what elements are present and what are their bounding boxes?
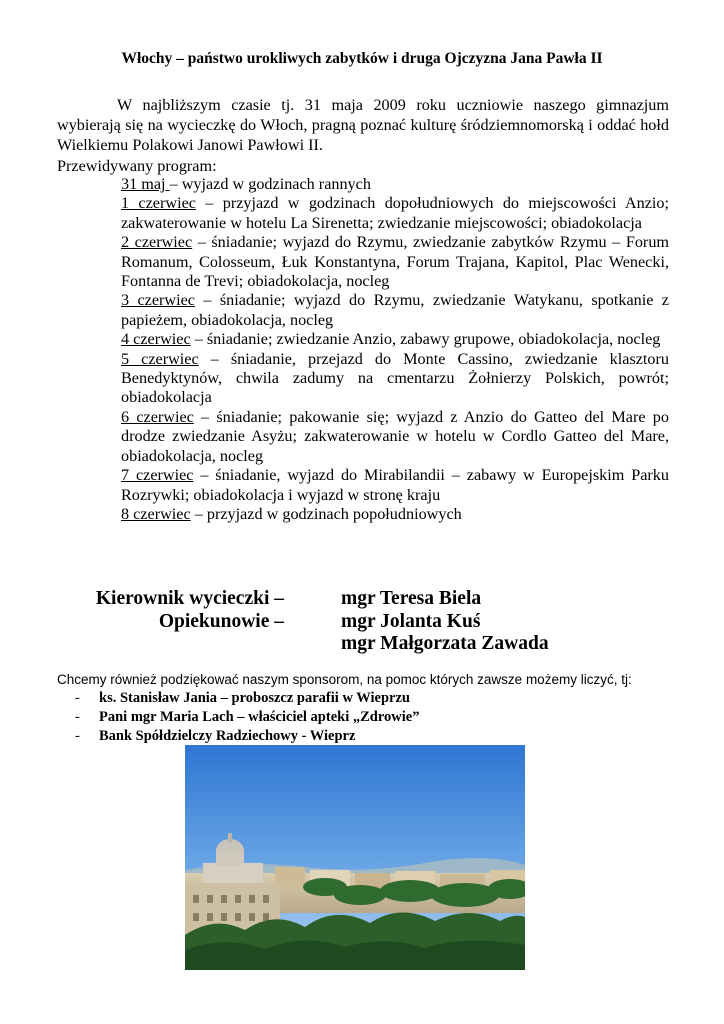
program-date: 6 czerwiec	[121, 407, 194, 426]
program-text: – przyjazd w godzinach popołudniowych	[190, 504, 462, 523]
list-dash: -	[75, 690, 80, 706]
staff-name: mgr Małgorzata Zawada	[341, 633, 549, 654]
program-date: 1 czerwiec	[121, 194, 196, 213]
program-date: 8 czerwiec	[121, 504, 191, 523]
staff-row	[0, 588, 724, 611]
staff-role: Opiekunowie –	[158, 610, 284, 632]
program-date: 7 czerwiec	[121, 466, 194, 485]
program-text: – śniadanie; wyjazd do Rzymu, zwiedzanie Watykanu, spotkanie z papieżem, obiadokolacja, nocleg	[121, 291, 669, 329]
staff-name: mgr Jolanta Kuś	[341, 610, 481, 632]
program-date: 31 maj	[121, 175, 170, 193]
program-text: – śniadanie; wyjazd do Rzymu, zwiedzanie zabytków Rzymu – Forum Romanum, Colosseum, Łuk Konstantyna, Forum Trajana, Kapitol, Plac Wenecki, Fontanna de Trevi; obiadokolacja, nocleg	[121, 233, 669, 291]
staff-row	[0, 611, 724, 634]
list-dash: -	[75, 708, 80, 725]
program-item	[121, 291, 669, 330]
program-date: 3 czerwiec	[121, 291, 195, 310]
program-item	[121, 175, 669, 194]
program-label: Przewidywany program:	[57, 157, 217, 175]
program-item	[121, 350, 669, 408]
intro-paragraph: W najbliższym czasie tj. 31 maja 2009 roku uczniowie naszego gimnazjum wybierają się na wycieczkę do Włoch, pragną poznać kulturę śródziemnomorską i oddać hołd Wielkiemu Polakowi Janowi Pawłowi II.	[57, 96, 669, 154]
program-list	[121, 175, 669, 524]
list-dash: -	[75, 727, 80, 744]
staff-row	[0, 633, 724, 656]
sponsor-item	[75, 689, 419, 708]
program-item	[121, 505, 669, 524]
program-text: – wyjazd w godzinach rannych	[169, 175, 371, 193]
rome-panorama-image	[185, 745, 525, 970]
program-item	[121, 408, 669, 466]
thanks-paragraph: Chcemy również podziękować naszym sponsorom, na pomoc których zawsze możemy liczyć, tj:	[57, 672, 632, 687]
program-text: – przyjazd w godzinach dopołudniowych do miejscowości Anzio; zakwaterowanie w hotelu La Sirenetta; zwiedzanie miejscowości; obiadokolacja	[121, 194, 669, 232]
program-item	[121, 233, 669, 291]
sponsor-item	[75, 727, 419, 746]
program-date: 5 czerwiec	[121, 349, 199, 368]
program-text: – śniadanie; zwiedzanie Anzio, zabawy grupowe, obiadokolacja, nocleg	[190, 330, 661, 349]
program-date: 2 czerwiec	[121, 233, 193, 252]
sponsor-item	[75, 708, 419, 727]
program-text: – śniadanie, wyjazd do Mirabilandii – zabawy w Europejskim Parku Rozrywki; obiadokolacja i wyjazd w stronę kraju	[121, 466, 669, 504]
rome-panorama-photo	[185, 745, 525, 970]
sponsor-text: Pani mgr Maria Lach – właściciel apteki „Zdrowie”	[99, 708, 420, 725]
sponsor-text: Bank Spółdzielczy Radziechowy - Wieprz	[99, 727, 356, 744]
program-item	[121, 330, 669, 349]
staff-role: Kierownik wycieczki –	[95, 588, 284, 609]
program-text: – śniadanie; pakowanie się; wyjazd z Anzio do Gatteo del Mare po drodze zwiedzanie Asyżu; zakwaterowanie w hotelu w Cordlo Gatteo del Mare, obiadokolacja, nocleg	[121, 407, 669, 465]
sponsor-list	[75, 689, 419, 745]
program-item	[121, 466, 669, 505]
program-item	[121, 194, 669, 233]
program-text: – śniadanie, przejazd do Monte Cassino, zwiedzanie klasztoru Benedyktynów, chwila zadumy na cmentarzu Żołnierzy Polskich, powrót; obiadokolacja	[121, 349, 669, 407]
document-title: Włochy – państwo urokliwych zabytków i druga Ojczyzna Jana Pawła II	[121, 50, 603, 67]
staff-block	[0, 588, 724, 656]
sponsor-text: ks. Stanisław Jania – proboszcz parafii w Wieprzu	[99, 690, 410, 706]
staff-name: mgr Teresa Biela	[341, 588, 482, 609]
program-date: 4 czerwiec	[121, 330, 191, 349]
